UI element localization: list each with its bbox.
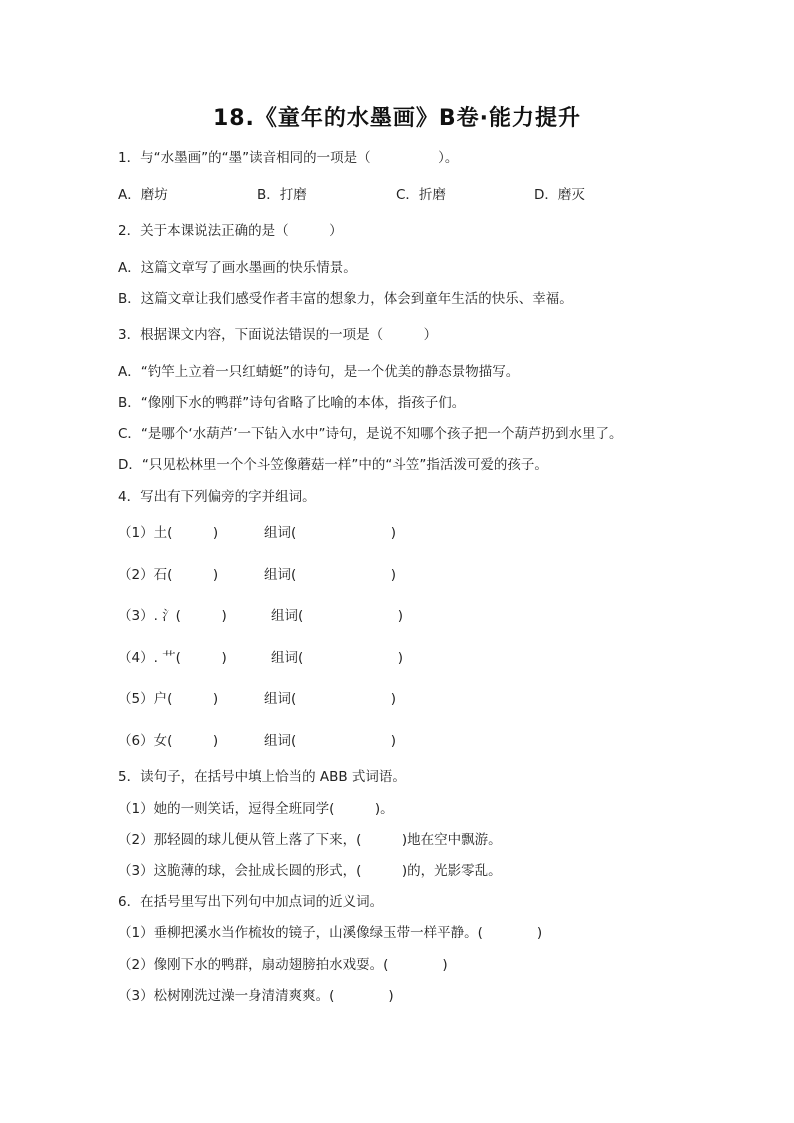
q2-option-b: B．这篇文章让我们感受作者丰富的想象力，体会到童年生活的快乐、幸福。: [118, 291, 573, 307]
q3-option-c: C．“是哪个‘水葫芦’一下钻入水中”诗句，是说不知哪个孩子把一个葫芦扔到水里了。: [118, 426, 623, 442]
q4-radical-2: （2）石( ): [118, 567, 219, 583]
q2-stem: 2．关于本课说法正确的是（ ）: [118, 223, 343, 239]
q3-option-b: B．“像刚下水的鸭群”诗句省略了比喻的本体，指孩子们。: [118, 395, 466, 411]
q4-radical-3: （3）. 氵( ): [118, 608, 227, 624]
q4-word-2: 组词( ): [264, 567, 397, 583]
q5-stem: 5．读句子，在括号中填上恰当的 ABB 式词语。: [118, 769, 406, 785]
q4-word-5: 组词( ): [264, 691, 397, 707]
q6-stem: 6．在括号里写出下列句中加点词的近义词。: [118, 894, 384, 910]
q5-item-2: （2）那轻圆的球儿便从管上落了下来，( )地在空中飘游。: [118, 832, 502, 848]
page-title: 18.《童年的水墨画》B卷·能力提升: [212, 106, 582, 131]
q4-word-1: 组词( ): [264, 525, 397, 541]
q4-radical-4: （4）. 艹( ): [118, 650, 227, 666]
q4-word-4: 组词( ): [271, 650, 404, 666]
q3-stem: 3．根据课文内容，下面说法错误的一项是（ ）: [118, 327, 438, 343]
q1-option-b: B．打磨: [257, 187, 307, 203]
q1-option-d: D．磨灭: [534, 187, 585, 203]
q1-stem: 1．与“水墨画”的“墨”读音相同的一项是（ ）。: [118, 150, 459, 166]
q4-stem: 4．写出有下列偏旁的字并组词。: [118, 489, 316, 505]
q6-item-3: （3）松树刚洗过澡一身清清爽爽。( ): [118, 988, 394, 1004]
q5-item-3: （3）这脆薄的球，会扯成长圆的形式，( )的，光影零乱。: [118, 863, 502, 879]
q4-radical-1: （1）土( ): [118, 525, 219, 541]
q4-word-3: 组词( ): [271, 608, 404, 624]
q1-option-a: A．磨坊: [118, 187, 168, 203]
q3-option-a: A．“钓竿上立着一只红蜻蜓”的诗句，是一个优美的静态景物描写。: [118, 364, 520, 380]
q6-item-2: （2）像刚下水的鸭群，扇动翅膀拍水戏耍。( ): [118, 957, 448, 973]
q3-option-d: D．“只见松林里一个个斗笠像蘑菇一样”中的“斗笠”指活泼可爱的孩子。: [118, 457, 548, 473]
q4-word-6: 组词( ): [264, 733, 397, 749]
q4-radical-5: （5）户( ): [118, 691, 219, 707]
q5-item-1: （1）她的一则笑话，逗得全班同学( )。: [118, 801, 394, 817]
q2-option-a: A．这篇文章写了画水墨画的快乐情景。: [118, 260, 357, 276]
q1-option-c: C．折磨: [396, 187, 446, 203]
q4-radical-6: （6）女( ): [118, 733, 219, 749]
q6-item-1: （1）垂柳把溪水当作梳妆的镜子，山溪像绿玉带一样平静。( ): [118, 925, 543, 941]
